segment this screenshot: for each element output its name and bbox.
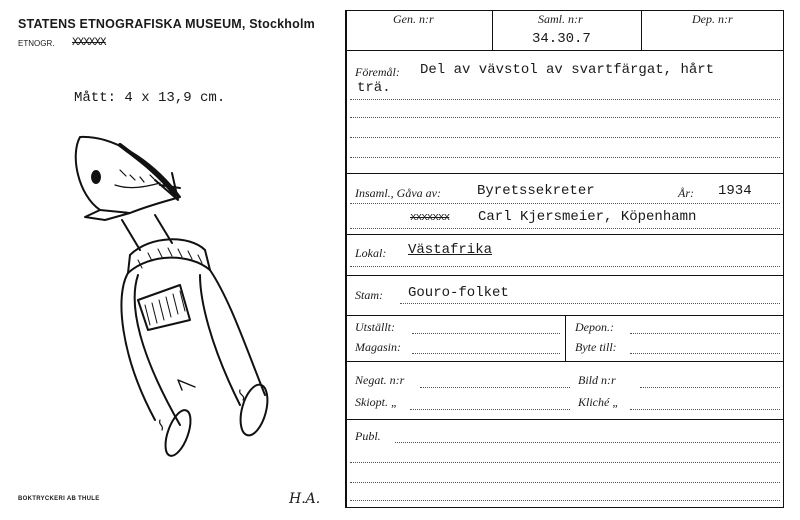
dotted-rule <box>630 353 780 354</box>
publ-label: Publ. <box>355 429 381 443</box>
lokal-label: Lokal: <box>355 246 387 260</box>
dotted-rule <box>630 333 780 334</box>
dotted-rule <box>350 99 780 100</box>
header-divider-1 <box>492 10 493 50</box>
ar-value: 1934 <box>718 183 752 199</box>
dotted-rule <box>350 462 780 463</box>
dotted-rule <box>412 333 560 334</box>
dotted-rule <box>350 266 780 267</box>
insaml-struck: xxxxxxx <box>410 212 450 224</box>
dotted-rule <box>350 117 780 118</box>
negat-label: Negat. n:r <box>355 373 405 387</box>
etnogr-struck: XXXXXX <box>72 37 106 49</box>
dotted-rule <box>630 409 780 410</box>
section-rule <box>345 361 784 362</box>
dotted-rule <box>350 500 780 501</box>
gen-label: Gen. n:r <box>393 12 434 26</box>
stam-value: Gouro-folket <box>408 285 509 301</box>
panel-border-right <box>783 10 784 508</box>
dotted-rule <box>350 482 780 483</box>
section-rule <box>345 234 784 235</box>
dotted-rule <box>395 442 780 443</box>
lokal-value: Västafrika <box>408 242 493 258</box>
section-rule <box>345 173 784 174</box>
kliche-label: Kliché „ <box>578 395 619 409</box>
insaml-line2: Carl Kjersmeier, Köpenhamn <box>478 209 697 225</box>
magasin-label: Magasin: <box>355 340 401 354</box>
stam-label: Stam: <box>355 288 383 302</box>
dotted-rule <box>350 203 780 204</box>
utstallt-label: Utställt: <box>355 320 396 334</box>
dotted-rule <box>350 228 780 229</box>
foremal-label: Föremål: <box>355 65 400 79</box>
panel-border-bottom <box>345 507 784 508</box>
dep-label: Dep. n:r <box>692 12 733 26</box>
insaml-label: Insaml., Gåva av: <box>355 186 441 200</box>
depon-label: Depon.: <box>575 320 614 334</box>
section-rule <box>345 275 784 276</box>
insaml-value: Byretssekreter <box>477 183 595 199</box>
panel-border-left <box>345 10 347 508</box>
saml-value: 34.30.7 <box>532 31 591 47</box>
dotted-rule <box>350 157 780 158</box>
dotted-rule <box>420 387 570 388</box>
header-rule <box>345 50 784 51</box>
dotted-rule <box>400 303 780 304</box>
etnogr-label: ETNOGR. <box>18 39 55 48</box>
skiopt-label: Skiopt. „ <box>355 395 398 409</box>
loom-part-drawing <box>60 125 290 475</box>
foremal-line1: Del av vävstol av svartfärgat, hårt <box>420 62 715 78</box>
initials: H.A. <box>289 491 321 507</box>
dotted-rule <box>410 409 570 410</box>
dotted-rule <box>640 387 780 388</box>
saml-label: Saml. n:r <box>538 12 583 26</box>
utstallt-divider <box>565 315 566 361</box>
dotted-rule <box>350 137 780 138</box>
foremal-line2: trä. <box>357 80 391 96</box>
dotted-rule <box>412 353 560 354</box>
bild-label: Bild n:r <box>578 373 616 387</box>
museum-title: STATENS ETNOGRAFISKA MUSEUM, Stockholm <box>18 17 315 31</box>
section-rule <box>345 419 784 420</box>
panel-border-top <box>345 10 784 11</box>
byte-label: Byte till: <box>575 340 617 354</box>
ar-label: År: <box>678 186 694 200</box>
printer-credit: BOKTRYCKERI AB THULE <box>18 496 100 502</box>
header-divider-2 <box>641 10 642 50</box>
measurement: Mått: 4 x 13,9 cm. <box>74 90 226 106</box>
